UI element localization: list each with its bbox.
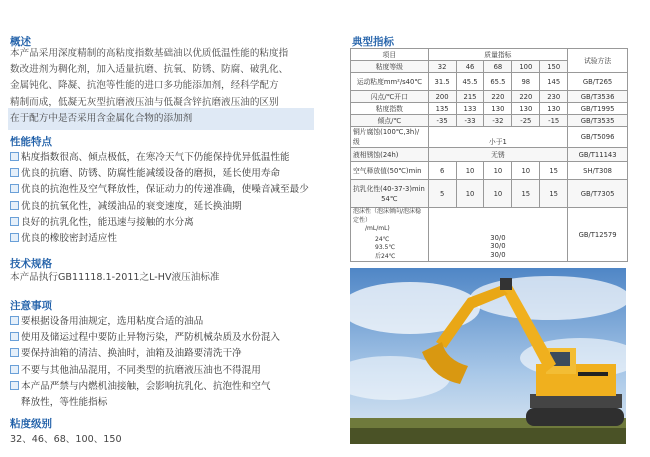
feature-item: 良好的抗乳化性，能迅速与接触的水分离 xyxy=(10,215,320,231)
overview-line: 数改进剂为稠化剂，加入适量抗磨、抗氧、防锈、防腐、破乳化、 xyxy=(10,64,289,76)
checkbox-bullet-icon xyxy=(10,184,19,193)
method-cell: GB/T7305 xyxy=(568,180,628,208)
right-column xyxy=(344,0,650,457)
value-cell: 30/0 30/0 30/0 xyxy=(428,208,567,262)
label-cell: 运动粘度mm²/s40℃ xyxy=(351,73,429,91)
checkbox-bullet-icon xyxy=(10,217,19,226)
checkbox-bullet-icon xyxy=(10,168,19,177)
method-cell: GB/T3535 xyxy=(568,115,628,127)
table-row xyxy=(351,115,628,127)
value-cell: 220 xyxy=(512,91,540,103)
header-cell: 项目 xyxy=(351,49,429,61)
value-cell: -32 xyxy=(484,115,512,127)
value-cell: 145 xyxy=(540,73,568,91)
overview-text xyxy=(10,46,316,127)
method-cell: GB/T5096 xyxy=(568,127,628,148)
value-cell: -35 xyxy=(428,115,456,127)
spec-table xyxy=(350,48,628,262)
value-cell: 133 xyxy=(456,103,484,115)
label-cell: 空气释放值(50℃)min xyxy=(351,162,429,180)
grade-cell: 46 xyxy=(456,61,484,73)
value-cell: 130 xyxy=(540,103,568,115)
grades-text: 32、46、68、100、150 xyxy=(10,434,122,445)
value-cell: -15 xyxy=(540,115,568,127)
label-cell: 倾点/℃ xyxy=(351,115,429,127)
value-cell: -33 xyxy=(456,115,484,127)
notes-list xyxy=(10,314,320,411)
method-cell: GB/T1995 xyxy=(568,103,628,115)
value-cell: 10 xyxy=(456,180,484,208)
note-item-continued: 释放性，等性能指标 xyxy=(21,396,108,408)
method-cell: SH/T308 xyxy=(568,162,628,180)
grade-cell: 150 xyxy=(540,61,568,73)
excavator-photo xyxy=(350,268,626,444)
checkbox-bullet-icon xyxy=(10,332,19,341)
value-cell: 15 xyxy=(540,162,568,180)
label-cell: 抗乳化性(40-37-3)min 54℃ xyxy=(351,180,429,208)
value-cell: 135 xyxy=(428,103,456,115)
overview-line: 精制而成，低凝无灰型抗磨液压油与低凝含锌抗磨液压油的区别 xyxy=(10,96,279,108)
value-cell: 15 xyxy=(512,180,540,208)
specs-title: 典型指标 xyxy=(352,36,394,48)
value-cell: 小于1 xyxy=(428,127,567,148)
checkbox-bullet-icon xyxy=(10,381,19,390)
label-cell: 粘度指数 xyxy=(351,103,429,115)
value-cell: 130 xyxy=(512,103,540,115)
feature-item: 优良的抗氧化性，减缓油品的衰变速度，延长换油期 xyxy=(10,199,320,215)
header-cell: 质量指标 xyxy=(428,49,567,61)
standard-title: 技术规格 xyxy=(10,258,52,270)
table-row xyxy=(351,127,628,148)
value-cell: 31.5 xyxy=(428,73,456,91)
value-cell: 130 xyxy=(484,103,512,115)
method-cell: GB/T265 xyxy=(568,73,628,91)
value-cell: 6 xyxy=(428,162,456,180)
value-cell: 200 xyxy=(428,91,456,103)
label-cell: 铜片腐蚀(100℃,3h)/级 xyxy=(351,127,429,148)
value-cell: 230 xyxy=(540,91,568,103)
label-cell: 泡沫性（泡沫倾向/泡沫稳定性） /mL/mL) 24℃ 93.5℃ 后24℃ xyxy=(351,208,429,262)
method-cell: GB/T11143 xyxy=(568,148,628,162)
note-item: 要根据设备用油规定，选用粘度合适的油品 xyxy=(10,314,320,330)
value-cell: 220 xyxy=(484,91,512,103)
table-row xyxy=(351,91,628,103)
value-cell: 10 xyxy=(484,180,512,208)
note-item: 使用及储运过程中要防止异物污染，严防机械杂质及水份混入 xyxy=(10,330,320,346)
header-cell: 试验方法 xyxy=(568,49,628,73)
checkbox-bullet-icon xyxy=(10,316,19,325)
features-title: 性能特点 xyxy=(10,136,52,148)
value-cell: 15 xyxy=(540,180,568,208)
excavator-illustration xyxy=(350,268,626,444)
overview-title: 概述 xyxy=(10,36,31,48)
value-cell: 10 xyxy=(512,162,540,180)
value-cell: 10 xyxy=(456,162,484,180)
table-row xyxy=(351,148,628,162)
grade-cell: 68 xyxy=(484,61,512,73)
checkbox-bullet-icon xyxy=(10,152,19,161)
note-item: 本产品严禁与内燃机油接触，会影响抗乳化、抗泡性和空气 xyxy=(10,379,320,395)
table-row xyxy=(351,103,628,115)
table-row xyxy=(351,49,628,61)
method-cell: GB/T3536 xyxy=(568,91,628,103)
table-row xyxy=(351,208,628,262)
feature-item: 优良的抗泡性及空气释放性，保证动力的传递准确，使噪音减至最少 xyxy=(10,182,320,198)
feature-item: 优良的橡胶密封适应性 xyxy=(10,231,320,247)
checkbox-bullet-icon xyxy=(10,201,19,210)
feature-item: 粘度指数很高、倾点极低，在寒冷天气下仍能保持优异低温性能 xyxy=(10,150,320,166)
grade-cell: 100 xyxy=(512,61,540,73)
value-cell: 98 xyxy=(512,73,540,91)
checkbox-bullet-icon xyxy=(10,233,19,242)
table-row xyxy=(351,73,628,91)
feature-item: 优良的抗磨、防锈、防腐性能减缓设备的磨损，延长使用寿命 xyxy=(10,166,320,182)
overview-line: 本产品采用深度精制的高粘度指数基础油以优质低温性能的粘度指 xyxy=(10,48,289,59)
label-cell: 闪点/℃开口 xyxy=(351,91,429,103)
value-cell: 无锈 xyxy=(428,148,567,162)
value-cell: -25 xyxy=(512,115,540,127)
value-cell: 5 xyxy=(428,180,456,208)
value-cell: 65.5 xyxy=(484,73,512,91)
checkbox-bullet-icon xyxy=(10,365,19,374)
value-cell: 45.5 xyxy=(456,73,484,91)
note-item: 要保持油箱的清洁、换油时，油箱及油路要清洗干净 xyxy=(10,346,320,362)
table-row xyxy=(351,162,628,180)
label-cell: 液相锈蚀(24h) xyxy=(351,148,429,162)
overview-line: 金属钝化、降凝、抗泡等性能的进口多功能添加剂，经科学配方 xyxy=(10,80,279,92)
value-cell: 215 xyxy=(456,91,484,103)
features-list xyxy=(10,150,320,247)
grade-cell: 32 xyxy=(428,61,456,73)
checkbox-bullet-icon xyxy=(10,348,19,357)
grades-title: 粘度级别 xyxy=(10,418,52,430)
label-cell: 粘度等级 xyxy=(351,61,429,73)
table-row xyxy=(351,180,628,208)
value-cell: 10 xyxy=(484,162,512,180)
notes-title: 注意事项 xyxy=(10,300,52,312)
note-item: 不要与其他油品混用，不同类型的抗磨液压油也不得混用 xyxy=(10,363,320,379)
standard-text: 本产品执行GB11118.1-2011之L-HV液压油标准 xyxy=(10,272,220,283)
method-cell: GB/T12579 xyxy=(568,208,628,262)
overview-line: 在于配方中是否采用含金属化合物的添加剂 xyxy=(10,112,193,124)
